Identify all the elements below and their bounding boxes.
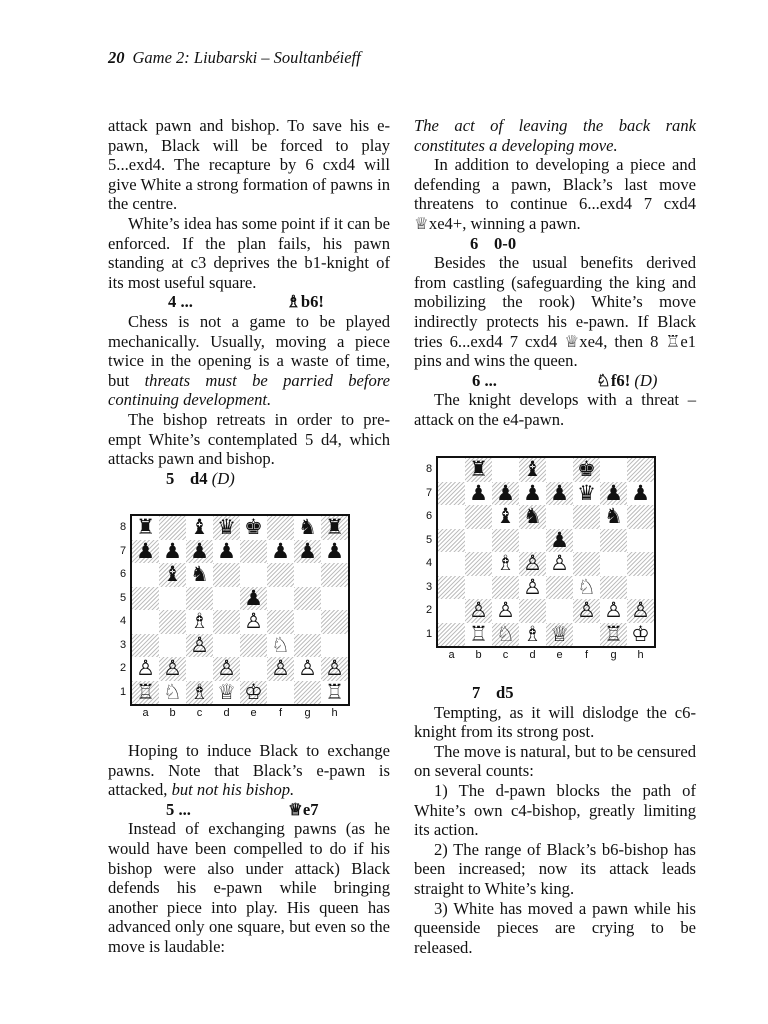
white-pawn-icon: ♙ — [271, 657, 290, 680]
black-knight-icon: ♞ — [298, 516, 317, 539]
black-bishop-icon: ♝ — [163, 563, 182, 586]
black-pawn-icon: ♟ — [496, 481, 515, 505]
black-pawn-icon: ♟ — [190, 539, 209, 563]
board-square-d2 — [213, 657, 240, 681]
board-square-a7 — [438, 482, 465, 506]
board-square-f8 — [573, 458, 600, 482]
board-square-e7 — [546, 482, 573, 506]
black-queen-icon: ♛ — [577, 481, 596, 505]
board-square-h6 — [321, 563, 348, 587]
queen-icon: ♕ — [414, 213, 429, 233]
move-line — [108, 800, 390, 820]
board-square-c1 — [186, 681, 213, 705]
knight-icon: ♘ — [596, 370, 611, 390]
board-square-b3 — [159, 634, 186, 658]
white-pawn-icon: ♙ — [217, 657, 236, 680]
board-square-e5 — [240, 587, 267, 611]
move-number: 7 — [472, 683, 481, 702]
board-square-c7 — [492, 482, 519, 506]
paragraph: 1) The d-pawn blocks the path of White’s own c4-bishop, greatly limiting its action. — [414, 780, 696, 840]
black-king-icon: ♚ — [577, 458, 596, 481]
right-column-continued — [414, 683, 696, 957]
file-label: f — [278, 707, 283, 719]
paragraph: attack pawn and bishop. To save his e-pawn, Black will be forced to play 5...exd4. The recapture by 6 cxd4 will give White a strong formation of pawns in the centre. — [108, 116, 390, 214]
board-square-g4 — [600, 552, 627, 576]
board-square-b8 — [159, 516, 186, 540]
board-square-d1 — [519, 623, 546, 647]
move-san: ♕e7 — [288, 799, 319, 819]
board-square-b3 — [465, 576, 492, 600]
black-pawn-icon: ♟ — [550, 481, 569, 505]
paragraph: The knight develops with a threat – attack on the e4-pawn. — [414, 390, 696, 429]
rank-label: 8 — [119, 521, 127, 533]
paragraph: 3) White has moved a pawn while his queenside pieces are crying to be released. — [414, 898, 696, 957]
board-square-e2 — [240, 657, 267, 681]
board-square-b8 — [465, 458, 492, 482]
white-pawn-icon: ♙ — [523, 575, 542, 599]
black-pawn-icon: ♟ — [163, 539, 182, 563]
board-square-e4 — [240, 610, 267, 634]
board-square-a5 — [132, 587, 159, 611]
board-square-b4 — [465, 552, 492, 576]
board-square-c4 — [186, 610, 213, 634]
white-rook-icon: ♖ — [325, 680, 344, 704]
file-label: d — [529, 649, 536, 661]
white-bishop-icon: ♗ — [523, 622, 542, 646]
board-square-c2 — [492, 599, 519, 623]
move-number: 4 ... — [168, 292, 193, 312]
board-square-a1 — [132, 681, 159, 705]
black-pawn-icon: ♟ — [244, 586, 263, 610]
paragraph: Chess is not a game to be played mechanically. Usually, moving a piece twice in the opening is a waste of time, but threats must be parried before continuing development. — [108, 311, 391, 410]
white-queen-icon: ♕ — [550, 622, 569, 646]
file-label: g — [610, 649, 617, 661]
board-square-d8 — [519, 458, 546, 482]
board-square-a2 — [132, 657, 159, 681]
board-square-b5 — [159, 587, 186, 611]
board-square-d5 — [213, 587, 240, 611]
board-square-c5 — [186, 587, 213, 611]
board-square-h4 — [321, 610, 348, 634]
board-square-b2 — [159, 657, 186, 681]
board-square-e3 — [240, 634, 267, 658]
board-square-b6 — [465, 505, 492, 529]
paragraph: Besides the usual benefits derived from castling (safeguarding the king and mobilizing the rook) White’s move indirectly protects his e-pawn. If Black tries 6...exd4 7 cxd4 ♕xe4, then 8 ♖e1 pins and wins the queen. — [414, 253, 696, 371]
white-pawn-icon: ♙ — [631, 599, 650, 622]
board-square-h5 — [321, 587, 348, 611]
file-label: c — [196, 707, 203, 719]
move-number: 6 ... — [472, 370, 497, 390]
black-queen-icon: ♛ — [217, 516, 236, 539]
rank-label: 8 — [425, 463, 433, 475]
board-square-h8 — [627, 458, 654, 482]
paragraph: In addition to developing a piece and defending a pawn, Black’s last move threatens to continue 6...exd4 7 cxd4 ♕xe4+, winning a pawn. — [414, 155, 696, 233]
black-rook-icon: ♜ — [469, 458, 488, 481]
board-square-c2 — [186, 657, 213, 681]
move-number: 5 ... — [166, 799, 191, 819]
white-pawn-icon: ♙ — [163, 657, 182, 680]
board-square-e7 — [240, 540, 267, 564]
board-square-e8 — [240, 516, 267, 540]
paragraph: Hoping to induce Black to exchange pawns. Note that Black’s e-pawn is attacked, but not his bishop. — [108, 741, 390, 800]
black-pawn-icon: ♟ — [523, 481, 542, 505]
board-square-b5 — [465, 529, 492, 553]
board-square-d6 — [519, 505, 546, 529]
board-square-g8 — [294, 516, 321, 540]
black-knight-icon: ♞ — [604, 505, 623, 528]
rank-label: 3 — [425, 580, 433, 593]
board-square-f6 — [573, 505, 600, 529]
board-square-c7 — [186, 540, 213, 564]
white-knight-icon: ♘ — [163, 680, 182, 704]
rook-icon: ♖ — [665, 331, 681, 351]
move-number: 6 — [470, 233, 479, 253]
board-square-c3 — [186, 634, 213, 658]
board-square-h7 — [627, 482, 654, 506]
running-header — [108, 48, 361, 68]
board-square-e6 — [546, 505, 573, 529]
board-square-f7 — [573, 482, 600, 506]
board-square-h3 — [627, 576, 654, 600]
board-square-h3 — [321, 634, 348, 658]
board-square-g5 — [600, 529, 627, 553]
white-rook-icon: ♖ — [469, 622, 488, 646]
white-knight-icon: ♘ — [496, 622, 515, 646]
board-square-b7 — [465, 482, 492, 506]
board-square-h8 — [321, 516, 348, 540]
board-square-a8 — [132, 516, 159, 540]
rank-label: 7 — [425, 486, 433, 499]
white-pawn-icon: ♙ — [469, 599, 488, 622]
white-pawn-icon: ♙ — [244, 610, 263, 633]
board-square-g1 — [600, 623, 627, 647]
right-column — [414, 116, 696, 430]
diagram-marker: (D) — [634, 370, 658, 390]
board-square-f2 — [573, 599, 600, 623]
white-pawn-icon: ♙ — [136, 657, 155, 680]
board-square-f6 — [267, 563, 294, 587]
paragraph: White’s idea has some point if it can be enforced. If the plan fails, his pawn standing at c3 deprives the b1-knight of its most useful square. — [108, 213, 390, 292]
board-square-f5 — [573, 529, 600, 553]
board-square-c5 — [492, 529, 519, 553]
board-square-h1 — [627, 623, 654, 647]
white-bishop-icon: ♗ — [496, 552, 515, 575]
board-square-b6 — [159, 563, 186, 587]
black-pawn-icon: ♟ — [604, 481, 623, 505]
board-square-g6 — [600, 505, 627, 529]
board-square-f8 — [267, 516, 294, 540]
board-square-a2 — [438, 599, 465, 623]
white-knight-icon: ♘ — [271, 633, 290, 657]
board-square-c8 — [492, 458, 519, 482]
queen-icon: ♕ — [564, 331, 580, 351]
black-pawn-icon: ♟ — [550, 528, 569, 552]
move-san: 0-0 — [494, 233, 517, 253]
black-rook-icon: ♜ — [136, 516, 155, 539]
queen-icon: ♕ — [288, 799, 303, 819]
black-rook-icon: ♜ — [325, 516, 344, 539]
black-bishop-icon: ♝ — [496, 505, 515, 528]
white-pawn-icon: ♙ — [523, 552, 542, 575]
board-square-a8 — [438, 458, 465, 482]
black-pawn-icon: ♟ — [136, 539, 155, 563]
board-square-d3 — [519, 576, 546, 600]
board-square-g2 — [600, 599, 627, 623]
white-pawn-icon: ♙ — [496, 599, 515, 622]
board-square-e8 — [546, 458, 573, 482]
rank-label: 4 — [425, 557, 433, 569]
board-square-a4 — [438, 552, 465, 576]
paragraph: Instead of exchanging pawns (as he would have been compelled to do if his bishop were also under attack) Black defends his e-pawn while bringing another piece into play. His queen has advanced only one square, but even so the move is laudable: — [108, 819, 390, 956]
board-square-d7 — [519, 482, 546, 506]
paragraph: Tempting, as it will dislodge the c6-knight from its strong post. — [414, 702, 696, 742]
board-square-h1 — [321, 681, 348, 705]
board-square-h2 — [321, 657, 348, 681]
paragraph: 2) The range of Black’s b6-bishop has been increased; now its attack leads straight to White’s king. — [414, 839, 696, 898]
rank-label: 3 — [119, 638, 127, 651]
board-square-g6 — [294, 563, 321, 587]
board-square-d5 — [519, 529, 546, 553]
white-queen-icon: ♕ — [217, 680, 236, 704]
board-square-f5 — [267, 587, 294, 611]
move-number: 5 — [166, 468, 175, 488]
white-pawn-icon: ♙ — [298, 657, 317, 680]
file-label: h — [331, 707, 338, 719]
board-square-g1 — [294, 681, 321, 705]
move-line — [414, 683, 696, 703]
board-square-a6 — [438, 505, 465, 529]
rank-label: 1 — [425, 627, 433, 640]
rank-label: 5 — [425, 533, 433, 546]
rank-label: 2 — [425, 604, 433, 616]
board-square-h5 — [627, 529, 654, 553]
black-knight-icon: ♞ — [523, 505, 542, 528]
rank-label: 6 — [425, 510, 433, 522]
board-square-d6 — [213, 563, 240, 587]
move-san: d4 (D) — [190, 468, 235, 488]
black-pawn-icon: ♟ — [271, 539, 290, 563]
board-square-b2 — [465, 599, 492, 623]
diagram-marker: (D) — [211, 468, 235, 488]
file-label: b — [475, 649, 482, 661]
board-square-d8 — [213, 516, 240, 540]
board-square-h6 — [627, 505, 654, 529]
board-square-f2 — [267, 657, 294, 681]
file-label: a — [448, 649, 455, 661]
black-knight-icon: ♞ — [190, 563, 209, 586]
board-square-e5 — [546, 529, 573, 553]
board-square-e6 — [240, 563, 267, 587]
black-bishop-icon: ♝ — [190, 516, 209, 539]
board-square-e4 — [546, 552, 573, 576]
board-square-c4 — [492, 552, 519, 576]
board-square-d4 — [213, 610, 240, 634]
board-square-g4 — [294, 610, 321, 634]
board-square-g5 — [294, 587, 321, 611]
board-square-d1 — [213, 681, 240, 705]
bishop-icon: ♗ — [286, 292, 301, 312]
black-pawn-icon: ♟ — [325, 539, 344, 563]
board-square-d2 — [519, 599, 546, 623]
white-bishop-icon: ♗ — [190, 610, 209, 633]
board-square-d7 — [213, 540, 240, 564]
black-pawn-icon: ♟ — [298, 539, 317, 563]
white-pawn-icon: ♙ — [604, 599, 623, 622]
board-square-f3 — [267, 634, 294, 658]
board-square-f7 — [267, 540, 294, 564]
board-square-a5 — [438, 529, 465, 553]
board-square-d4 — [519, 552, 546, 576]
board-square-f4 — [267, 610, 294, 634]
black-bishop-icon: ♝ — [523, 458, 542, 481]
board-square-f1 — [267, 681, 294, 705]
white-bishop-icon: ♗ — [190, 680, 209, 704]
board-square-f1 — [573, 623, 600, 647]
rank-label: 6 — [119, 568, 127, 580]
paragraph: The move is natural, but to be censured on several counts: — [414, 741, 696, 781]
rank-label: 4 — [119, 615, 127, 627]
board-square-h2 — [627, 599, 654, 623]
page-number: 20 — [108, 48, 125, 67]
board-square-a7 — [132, 540, 159, 564]
board-square-b4 — [159, 610, 186, 634]
board-square-f4 — [573, 552, 600, 576]
board-square-e3 — [546, 576, 573, 600]
paragraph: The bishop retreats in order to pre-empt White’s contemplated 5 d4, which attacks pawn and bishop. — [108, 409, 390, 469]
board-square-f3 — [573, 576, 600, 600]
move-line — [414, 234, 696, 254]
black-pawn-icon: ♟ — [217, 539, 236, 563]
file-label: e — [250, 707, 257, 719]
board-square-a6 — [132, 563, 159, 587]
file-label: g — [304, 707, 311, 719]
left-column-continued — [108, 741, 390, 957]
file-label: c — [502, 649, 509, 661]
rank-label: 1 — [119, 685, 127, 698]
board-square-b7 — [159, 540, 186, 564]
white-pawn-icon: ♙ — [325, 657, 344, 680]
move-line — [108, 469, 390, 489]
board-square-c6 — [492, 505, 519, 529]
white-rook-icon: ♖ — [604, 622, 623, 646]
black-king-icon: ♚ — [244, 516, 263, 539]
chess-diagram-1 — [118, 516, 358, 728]
board-square-a3 — [438, 576, 465, 600]
rank-label: 2 — [119, 662, 127, 674]
paragraph: The act of leaving the back rank constitutes a developing move. — [414, 116, 696, 155]
rank-label: 5 — [119, 591, 127, 604]
board-square-e2 — [546, 599, 573, 623]
black-pawn-icon: ♟ — [631, 481, 650, 505]
board-square-h7 — [321, 540, 348, 564]
running-title: Game 2: Liubarski – Soultanbéieff — [132, 48, 361, 67]
board-square-b1 — [465, 623, 492, 647]
move-san: ♗b6! — [286, 292, 324, 312]
file-label: h — [637, 649, 644, 661]
board-square-g7 — [294, 540, 321, 564]
board-square-g2 — [294, 657, 321, 681]
move-line — [414, 371, 696, 391]
white-pawn-icon: ♙ — [577, 599, 596, 622]
move-san: ♘f6! (D) — [596, 370, 658, 390]
file-label: e — [556, 649, 563, 661]
board-square-c3 — [492, 576, 519, 600]
board-square-c8 — [186, 516, 213, 540]
move-line — [108, 292, 390, 312]
board-square-e1 — [240, 681, 267, 705]
white-rook-icon: ♖ — [136, 680, 155, 704]
board-square-b1 — [159, 681, 186, 705]
white-pawn-icon: ♙ — [550, 552, 569, 575]
move-san: d5 — [496, 683, 514, 702]
left-column — [108, 116, 390, 488]
board-square-c1 — [492, 623, 519, 647]
board-square-c6 — [186, 563, 213, 587]
board-square-g8 — [600, 458, 627, 482]
board-square-g3 — [600, 576, 627, 600]
board-square-a3 — [132, 634, 159, 658]
white-king-icon: ♔ — [631, 622, 650, 646]
black-pawn-icon: ♟ — [469, 481, 488, 505]
board-square-e1 — [546, 623, 573, 647]
white-pawn-icon: ♙ — [190, 633, 209, 657]
board-square-a4 — [132, 610, 159, 634]
rank-label: 7 — [119, 544, 127, 557]
board-square-g7 — [600, 482, 627, 506]
board-square-g3 — [294, 634, 321, 658]
board-square-a1 — [438, 623, 465, 647]
board-square-d3 — [213, 634, 240, 658]
file-label: b — [169, 707, 176, 719]
board-square-h4 — [627, 552, 654, 576]
chess-diagram-2 — [424, 458, 664, 670]
white-king-icon: ♔ — [244, 680, 263, 704]
file-label: f — [584, 649, 589, 661]
white-knight-icon: ♘ — [577, 575, 596, 599]
file-label: a — [142, 707, 149, 719]
file-label: d — [223, 707, 230, 719]
